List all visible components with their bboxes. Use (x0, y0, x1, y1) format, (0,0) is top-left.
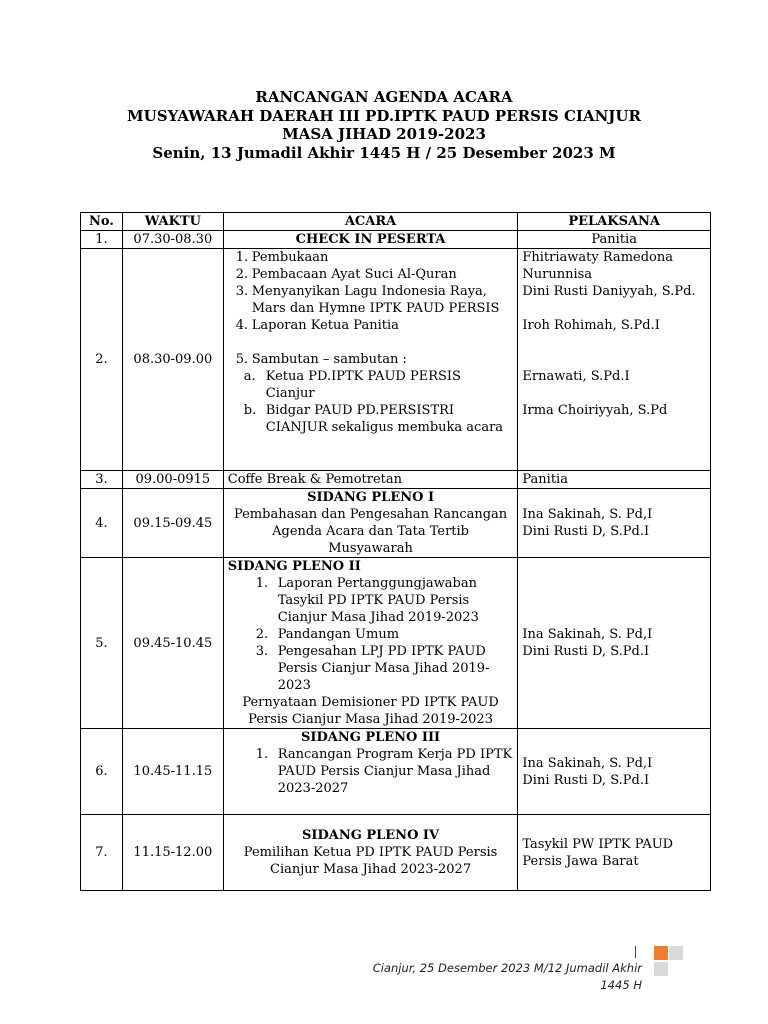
title-line-3: MASA JIHAD 2019-2023 (282, 125, 486, 143)
row-number: 2. (81, 249, 123, 471)
row-number: 1. (81, 231, 123, 249)
header-waktu: WAKTU (122, 213, 223, 231)
row-time: 09.15-09.45 (122, 489, 223, 558)
row-time: 08.30-09.00 (122, 249, 223, 471)
title-line-1: RANCANGAN AGENDA ACARA (255, 88, 513, 106)
list-item: 1. Rancangan Program Kerja PD IPTK PAUD Persis Cianjur Masa Jihad 2023-2027 (255, 747, 513, 796)
row-number: 4. (81, 489, 123, 558)
footer-line-2: 1445 H (600, 978, 642, 992)
footer-gray-square (669, 946, 683, 960)
list-item: 2. Pandangan Umum (255, 627, 400, 642)
sub-list-item: b. Bidgar PAUD PD.PERSISTRI CIANJUR sekaligus membuka acara (243, 403, 504, 435)
row-pelaksana: Ina Sakinah, S. Pd,I Dini Rusti D, S.Pd.I (518, 729, 711, 815)
list-item: 3. Pengesahan LPJ PD IPTK PAUD Persis Cianjur Masa Jihad 2019- 2023 (255, 644, 490, 693)
footer-line-1: Cianjur, 25 Desember 2023 M/12 Jumadil Akhir (372, 961, 642, 975)
row-pelaksana: Fhitriawaty Ramedona Nurunnisa Dini Rusti Daniyyah, S.Pd. Iroh Rohimah, S.Pd.I Ernawati, S.Pd.I Irma Choiriyyah, S.Pd (518, 249, 711, 471)
agenda-table (80, 212, 711, 891)
row-acara: SIDANG PLENO IV Pemilihan Ketua PD IPTK PAUD Persis Cianjur Masa Jihad 2023-2027 (223, 815, 518, 891)
header-no: No. (81, 213, 123, 231)
row-pelaksana: Ina Sakinah, S. Pd,I Dini Rusti D, S.Pd.I (518, 558, 711, 729)
table-row (81, 231, 711, 249)
footer-gray-square (654, 962, 668, 976)
page-footer (373, 960, 642, 994)
header-pelaksana: PELAKSANA (518, 213, 711, 231)
header-acara: ACARA (223, 213, 518, 231)
list-item: 2. Pembacaan Ayat Suci Al-Quran (235, 267, 457, 282)
row-pelaksana: Panitia (518, 231, 711, 249)
session-title: SIDANG PLENO II (227, 559, 361, 574)
row-number: 5. (81, 558, 123, 729)
row-number: 3. (81, 471, 123, 489)
table-row (81, 249, 711, 471)
row-pelaksana: Tasykil PW IPTK PAUD Persis Jawa Barat (518, 815, 711, 891)
row-acara: SIDANG PLENO I Pembahasan dan Pengesahan Rancangan Agenda Acara dan Tata Tertib Musyawarah (223, 489, 518, 558)
session-title: SIDANG PLENO I (307, 490, 435, 505)
row-number: 6. (81, 729, 123, 815)
session-title: SIDANG PLENO III (300, 730, 441, 745)
list-item: 3. Menyanyikan Lagu Indonesia Raya, Mars dan Hymne IPTK PAUD PERSIS (235, 284, 500, 316)
document-header (0, 88, 768, 162)
row-number: 7. (81, 815, 123, 891)
table-row (81, 471, 711, 489)
table-header-row (81, 213, 711, 231)
footer-divider (635, 946, 636, 958)
sub-list-item: a. Ketua PD.IPTK PAUD PERSIS Cianjur (243, 369, 461, 401)
row-acara (223, 249, 518, 471)
list-item: 5. Sambutan – sambutan : (235, 352, 407, 367)
row-acara: Coffe Break & Pemotretan (223, 471, 518, 489)
row-acara: SIDANG PLENO II 1. Laporan Pertanggungjawaban Tasykil PD IPTK PAUD Persis Cianjur Masa Jihad 2019-2023 2. Pandangan Umum 3. Pengesahan LPJ PD IPTK PAUD Persis Cianjur Masa Jihad 2019- 2023 Pernyataan Demisioner PD IPTK PAUD Persis Cianjur Masa Jihad 2019-2023 (223, 558, 518, 729)
row-acara (223, 729, 518, 815)
title-line-2: MUSYAWARAH DAERAH III PD.IPTK PAUD PERSIS CIANJUR (127, 106, 641, 125)
footer-accent-square (654, 946, 668, 960)
date-line: Senin, 13 Jumadil Akhir 1445 H / 25 Desember 2023 M (152, 143, 616, 162)
list-item: 1. Pembukaan (235, 250, 329, 265)
row-time: 07.30-08.30 (122, 231, 223, 249)
session-title: SIDANG PLENO IV (302, 828, 440, 843)
row-pelaksana: Ina Sakinah, S. Pd,I Dini Rusti D, S.Pd.I (518, 489, 711, 558)
row-acara: CHECK IN PESERTA (223, 231, 518, 249)
row-time: 09.45-10.45 (122, 558, 223, 729)
row-pelaksana: Panitia (518, 471, 711, 489)
table-row (81, 815, 711, 891)
table-row (81, 558, 711, 729)
table-row (81, 489, 711, 558)
list-item: 4. Laporan Ketua Panitia (235, 318, 399, 333)
row-time: 11.15-12.00 (122, 815, 223, 891)
row-time: 10.45-11.15 (122, 729, 223, 815)
list-item: 1. Laporan Pertanggungjawaban Tasykil PD IPTK PAUD Persis Cianjur Masa Jihad 2019-2023 (255, 576, 479, 625)
row-time: 09.00-0915 (122, 471, 223, 489)
table-row (81, 729, 711, 815)
